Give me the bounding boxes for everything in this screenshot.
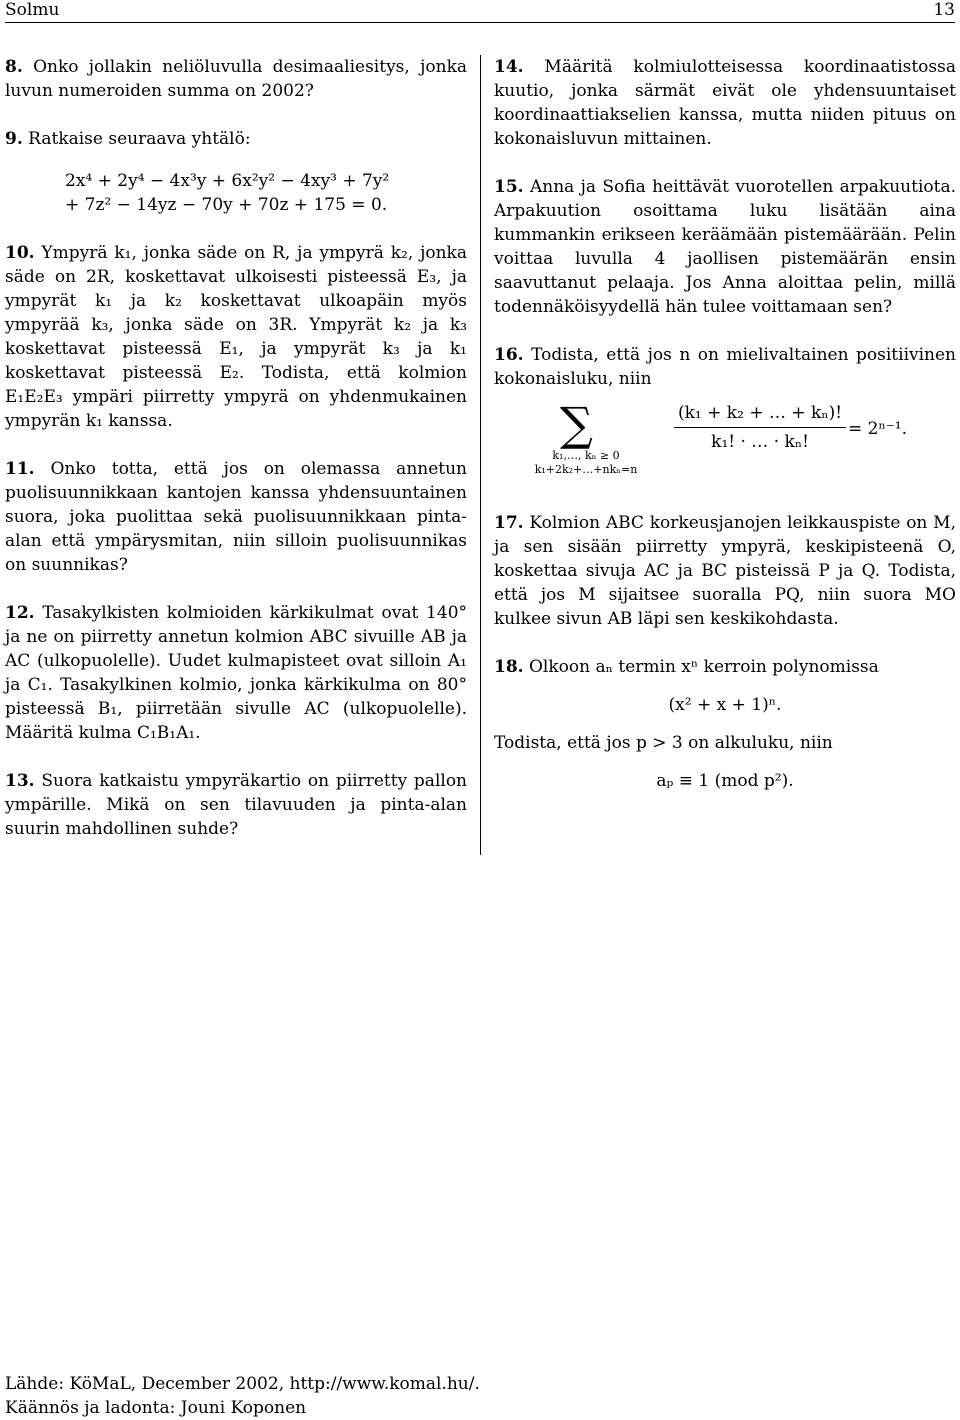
problem-text: Määritä kolmiulotteisessa koordinaatistossa kuutio, jonka särmät eivät ole yhdensuuntaiset koordinaattiakselien kanssa, mutta niiden pituus on kokonaisluvun mittainen.	[494, 57, 957, 149]
sum-formula	[494, 397, 956, 485]
problem-text: Kolmion ABC korkeusjanojen leikkauspiste on M, ja sen sisään piirretty ympyrä, keskipisteenä O, koskettaa sivuja AC ja BC pisteissä P ja Q. Todista, että jos M sijaitsee suoralla PQ, niin suora MO kulkee sivun AB läpi sen keskikohdasta.	[494, 513, 956, 629]
equation-block	[5, 169, 467, 217]
problem-9	[5, 127, 467, 217]
running-header	[5, 0, 955, 23]
problem-number: 10.	[5, 243, 35, 263]
problem-17	[494, 511, 956, 631]
problem-number: 18.	[494, 657, 524, 677]
fraction	[674, 401, 846, 454]
problem-12	[5, 601, 467, 745]
problem-text: Anna ja Sofia heittävät vuorotellen arpakuutiota. Arpakuution osoittama luku lisätään aina kummankin erikseen keräämään pistemäärään. Pelin voittaa luvulla 4 jaollisen pistemäärän ensin saavuttanut pelaaja. Jos Anna aloittaa pelin, millä todennäköisyydellä hän tulee voittamaan sen?	[494, 177, 957, 317]
problem-15	[494, 175, 956, 319]
column-divider	[480, 55, 481, 855]
source-footer	[5, 1372, 480, 1420]
fraction-denominator: k₁! · … · kₙ!	[711, 432, 809, 452]
problem-text: Todista, että jos n on mielivaltainen positiivinen kokonaisluku, niin	[494, 345, 957, 389]
sum-subscript	[526, 449, 646, 477]
sum-condition-1: k₁,…, kₙ ≥ 0	[552, 449, 620, 462]
problem-number: 16.	[494, 345, 524, 365]
problem-number: 13.	[5, 771, 35, 791]
problem-text-2: Todista, että jos p > 3 on alkuluku, niin	[494, 733, 833, 753]
problem-text: Onko totta, että jos on olemassa annetun puolisuunnikkaan kantojen kanssa yhdensuuntainen suora, joka puolittaa sekä puolisuunnikkaan pinta-alan että ympärysmitan, niin silloin puolisuunnikas on suunnikas?	[5, 459, 468, 575]
credits-line: Käännös ja ladonta: Jouni Koponen	[5, 1398, 307, 1418]
problem-number: 12.	[5, 603, 35, 623]
problem-number: 9.	[5, 129, 23, 149]
problem-8	[5, 55, 467, 103]
fraction-numerator: (k₁ + k₂ + … + kₙ)!	[674, 401, 846, 428]
left-column	[5, 55, 467, 865]
sigma-symbol: ∑	[560, 397, 593, 451]
formula-rhs: = 2ⁿ⁻¹.	[848, 419, 908, 439]
problem-text: Onko jollakin neliöluvulla desimaaliesitys, jonka luvun numeroiden summa on 2002?	[5, 57, 468, 101]
display-equation-2: aₚ ≡ 1 (mod p²).	[656, 771, 794, 791]
sum-condition-2: k₁+2k₂+…+nkₙ=n	[534, 463, 638, 476]
problem-number: 14.	[494, 57, 524, 77]
problem-text: Suora katkaistu ympyräkartio on piirretty pallon ympärille. Mikä on sen tilavuuden ja pinta-alan suurin mahdollinen suhde?	[5, 771, 468, 839]
problem-18	[494, 655, 956, 793]
journal-name: Solmu	[5, 0, 60, 20]
equation-line-2: + 7z² − 14yz − 70y + 70z + 175 = 0.	[65, 195, 388, 215]
right-column	[494, 55, 956, 807]
problem-number: 11.	[5, 459, 35, 479]
problem-14	[494, 55, 956, 151]
problem-number: 8.	[5, 57, 23, 77]
display-equation-1: (x² + x + 1)ⁿ.	[668, 695, 782, 715]
page-number: 13	[933, 0, 955, 20]
problem-text: Olkoon aₙ termin xⁿ kerroin polynomissa	[528, 657, 879, 677]
problem-text: Tasakylkisten kolmioiden kärkikulmat ovat 140° ja ne on piirretty annetun kolmion ABC sivuille AB ja AC (ulkopuolelle). Uudet kulmapisteet ovat silloin A₁ ja C₁. Tasakylkinen kolmio, jonka kärkikulma on 80° pisteessä B₁, piirretään sivulle AC (ulkopuolelle). Määritä kulma C₁B₁A₁.	[5, 603, 468, 743]
problem-number: 17.	[494, 513, 524, 533]
problem-10	[5, 241, 467, 433]
source-line: Lähde: KöMaL, December 2002, http://www.komal.hu/.	[5, 1374, 480, 1394]
equation-line-1: 2x⁴ + 2y⁴ − 4x³y + 6x²y² − 4xy³ + 7y²	[65, 171, 390, 191]
problem-text: Ympyrä k₁, jonka säde on R, ja ympyrä k₂, jonka säde on 2R, koskettavat ulkoisesti pisteessä E₃, ja ympyrät k₁ ja k₂ koskettavat ulkoapäin myös ympyrää k₃, jonka säde on 3R. Ympyrät k₂ ja k₃ koskettavat pisteessä E₁, ja ympyrät k₃ ja k₁ koskettavat pisteessä E₂. Todista, että kolmion E₁E₂E₃ ympäri piirretty ympyrä on yhdenmukainen ympyrän k₁ kanssa.	[5, 243, 467, 431]
problem-11	[5, 457, 467, 577]
problem-text: Ratkaise seuraava yhtälö:	[28, 129, 251, 149]
problem-13	[5, 769, 467, 841]
problem-16	[494, 343, 956, 485]
problem-number: 15.	[494, 177, 524, 197]
